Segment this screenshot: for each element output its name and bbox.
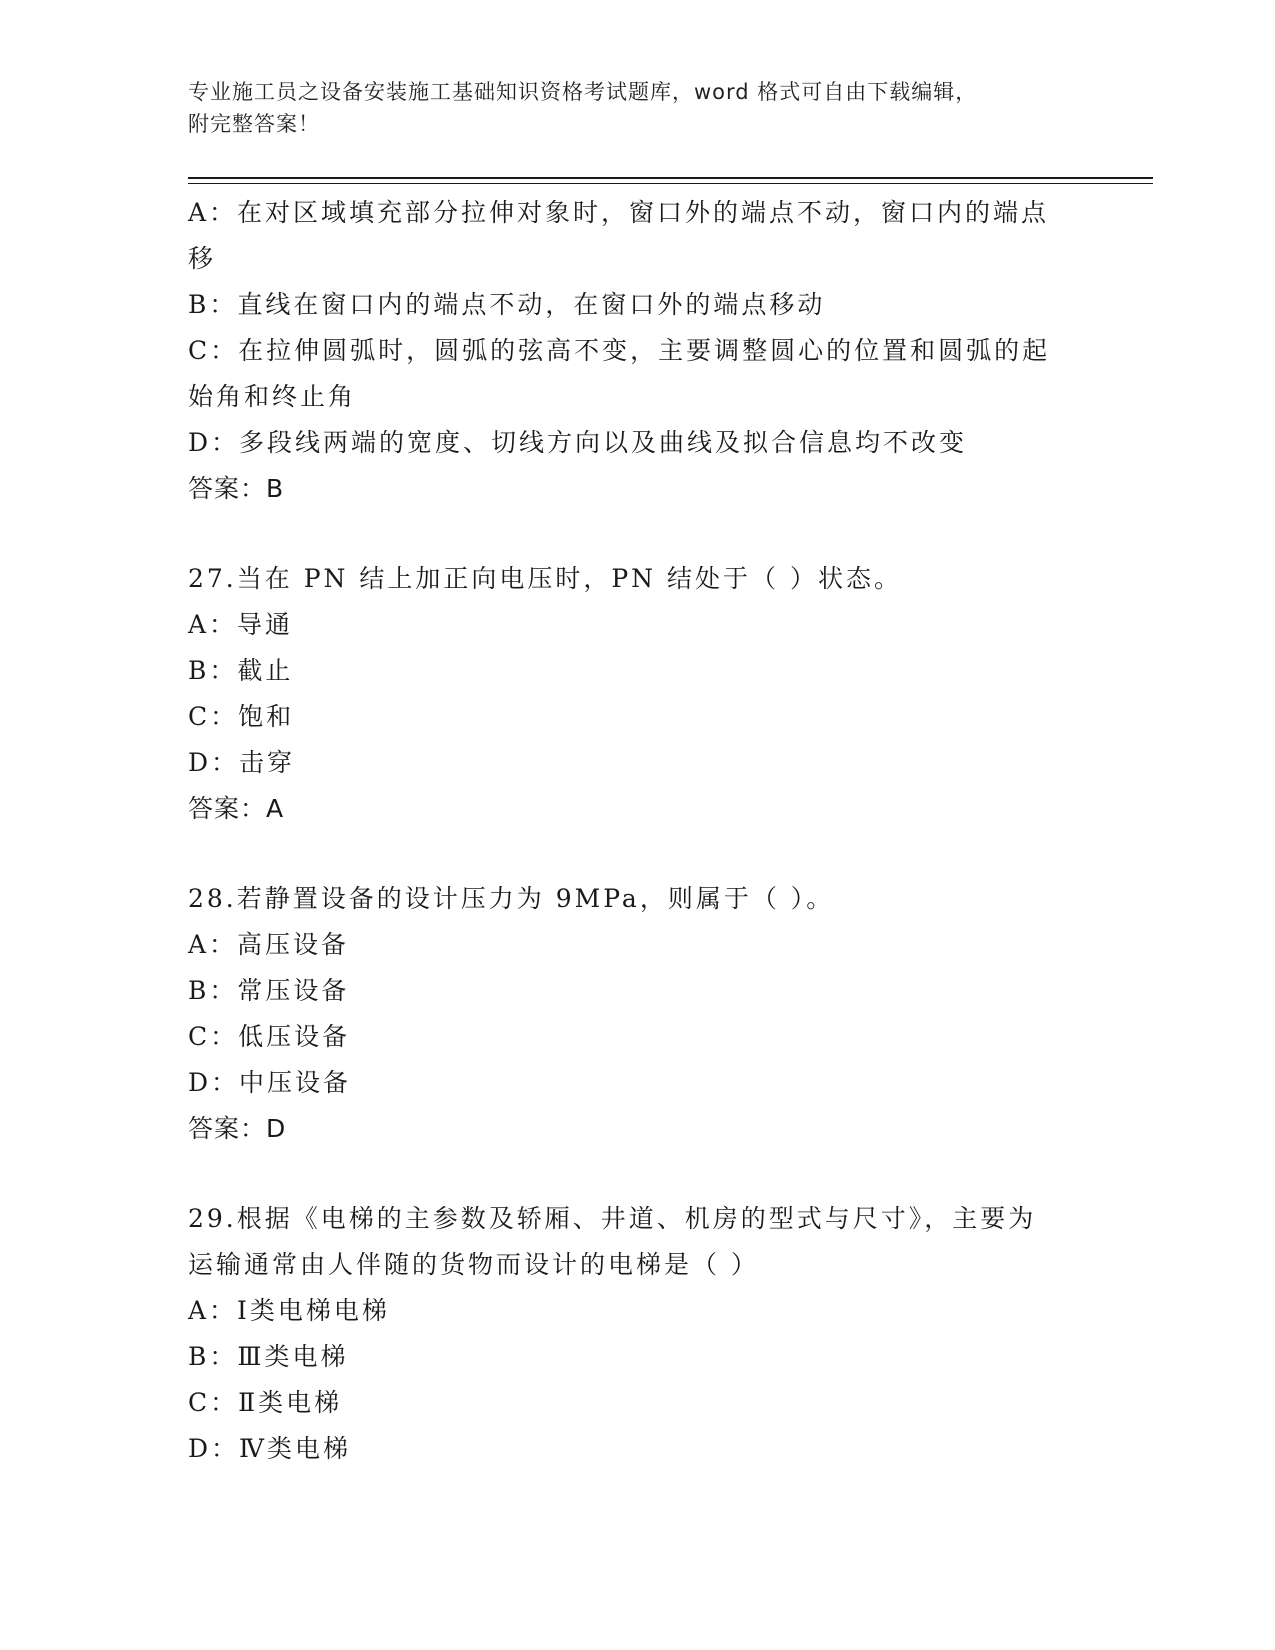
option-a-continued: 移 xyxy=(188,244,217,273)
option-a: A：Ⅰ类电梯电梯 xyxy=(188,1296,390,1325)
option-c: C：在拉伸圆弧时，圆弧的弦高不变，主要调整圆心的位置和圆弧的起 xyxy=(188,336,1051,365)
question-26 xyxy=(188,190,1088,512)
option-d: D：Ⅳ类电梯 xyxy=(188,1434,352,1463)
header-divider-thin xyxy=(188,183,1153,184)
answer: 答案：A xyxy=(188,794,285,823)
question-29 xyxy=(188,1196,1088,1472)
document-header xyxy=(188,76,1068,140)
answer: 答案：B xyxy=(188,474,285,503)
option-d: D：多段线两端的宽度、切线方向以及曲线及拟合信息均不改变 xyxy=(188,428,968,457)
question-stem: 29.根据《电梯的主参数及轿厢、井道、机房的型式与尺寸》，主要为 xyxy=(188,1204,1037,1233)
option-c-continued: 始角和终止角 xyxy=(188,382,357,411)
option-b: B：常压设备 xyxy=(188,976,350,1005)
option-d: D：击穿 xyxy=(188,748,296,777)
option-b: B：截止 xyxy=(188,656,294,685)
header-line-2: 附完整答案！ xyxy=(188,112,320,136)
question-stem: 28.若静置设备的设计压力为 9MPa，则属于（ ）。 xyxy=(188,884,835,913)
header-line-1: 专业施工员之设备安装施工基础知识资格考试题库，word 格式可自由下载编辑， xyxy=(188,80,978,104)
option-a: A：导通 xyxy=(188,610,294,639)
answer: 答案：D xyxy=(188,1114,287,1143)
option-c: C：Ⅱ类电梯 xyxy=(188,1388,343,1417)
option-c: C：饱和 xyxy=(188,702,295,731)
spacer xyxy=(188,832,1088,876)
question-list xyxy=(188,190,1088,1472)
question-28 xyxy=(188,876,1088,1152)
spacer xyxy=(188,1152,1088,1196)
option-c: C：低压设备 xyxy=(188,1022,351,1051)
option-d: D：中压设备 xyxy=(188,1068,352,1097)
option-b: B：Ⅲ类电梯 xyxy=(188,1342,349,1371)
question-27 xyxy=(188,556,1088,832)
option-a: A：在对区域填充部分拉伸对象时，窗口外的端点不动，窗口内的端点 xyxy=(188,198,1050,227)
option-b: B：直线在窗口内的端点不动，在窗口外的端点移动 xyxy=(188,290,826,319)
question-stem-continued: 运输通常由人伴随的货物而设计的电梯是（ ） xyxy=(188,1250,759,1279)
spacer xyxy=(188,512,1088,556)
header-divider-thick xyxy=(188,177,1153,179)
question-stem: 27.当在 PN 结上加正向电压时，PN 结处于（ ）状态。 xyxy=(188,564,902,593)
option-a: A：高压设备 xyxy=(188,930,350,959)
